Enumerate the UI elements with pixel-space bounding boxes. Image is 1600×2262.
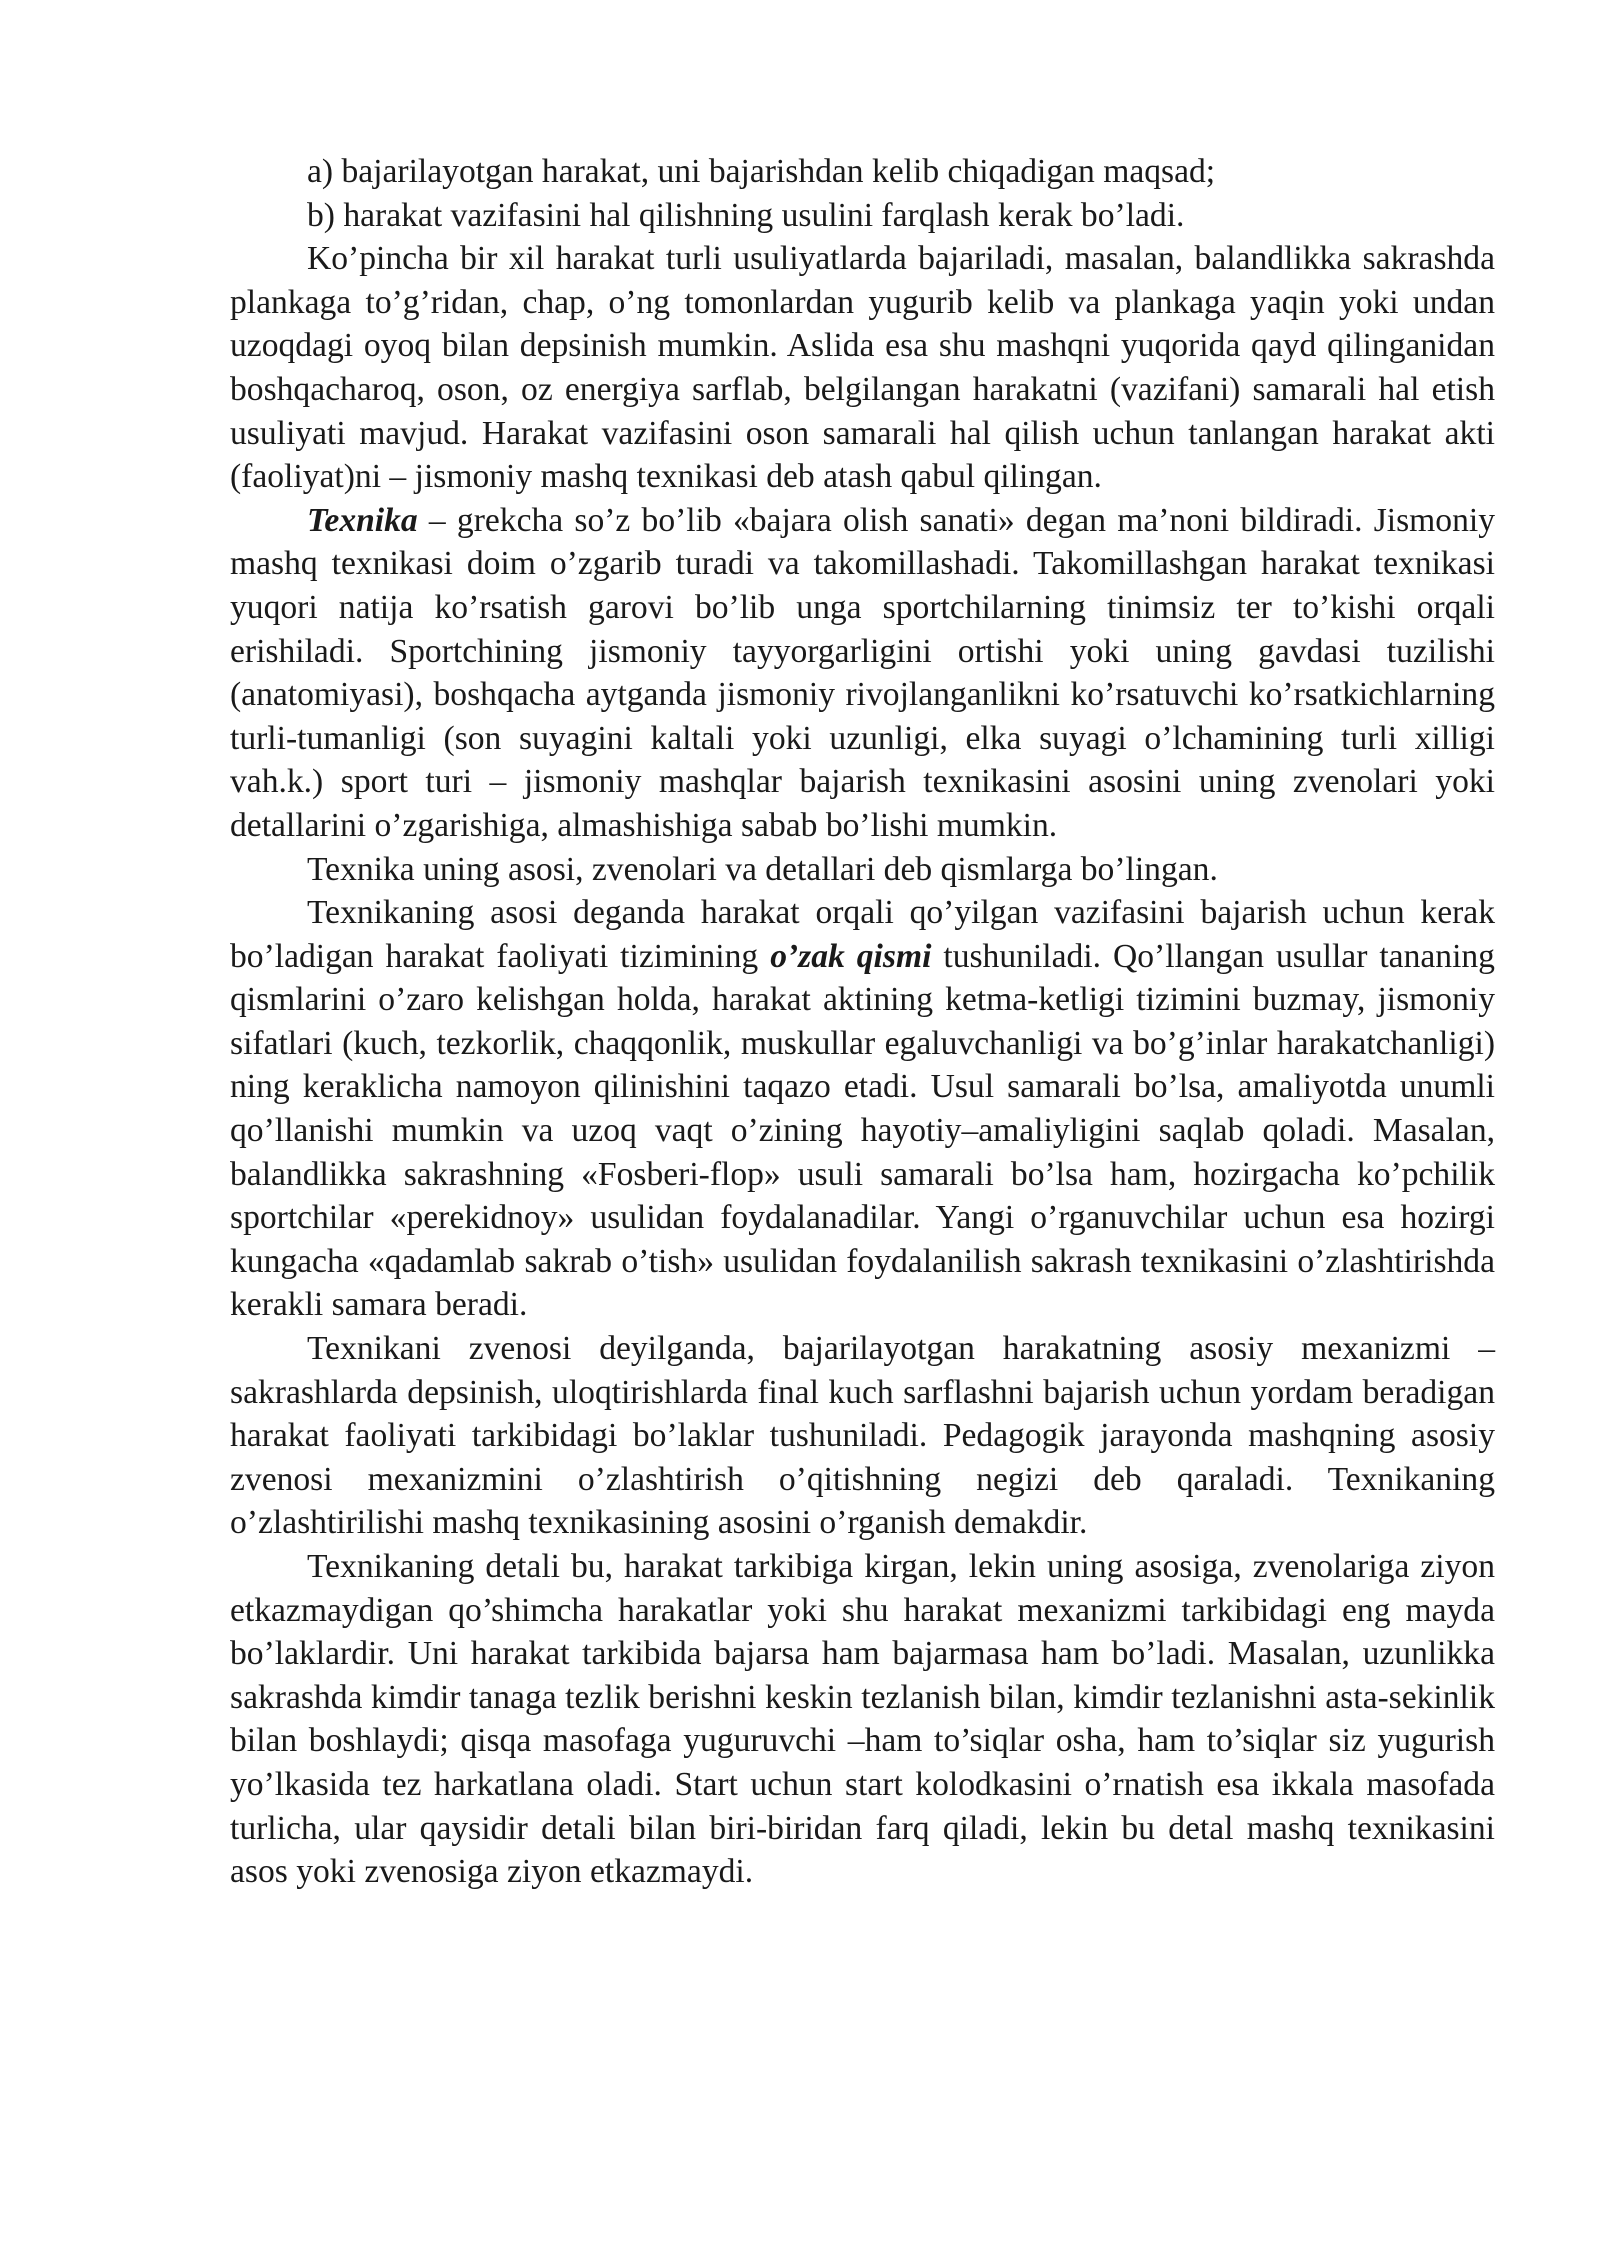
list-item-a: a) bajarilayotgan harakat, uni bajarishdan kelib chiqadigan maqsad; xyxy=(307,153,1216,190)
document-page xyxy=(230,150,1495,1894)
paragraph-text: – grekcha so’z bo’lib «bajara olish sanati» degan ma’noni bildiradi. Jismoniy mashq texnikasi doim o’zgarib turadi va takomillashadi. Takomillashgan harakat texnikasi yuqori natija ko’rsatish garovi bo’lib unga sportchilarning tinimsiz ter to’kishi orqali erishiladi. Sportchining jismoniy tayyorgarligini ortishi yoki uning gavdasi tuzilishi (anatomiyasi), boshqacha aytganda jismoniy rivojlanganlikni ko’rsatuvchi ko’rsatkichlarning turli-tumanligi (son suyagini kaltali yoki uzunligi, elka suyagi o’lchamining turli xilligi vah.k.) sport turi – jismoniy mashqlar bajarish texnikasini asosini uning zvenolari yoki detallarini o’zgarishiga, almashishiga sabab bo’lishi mumkin. xyxy=(230,501,1495,844)
paragraph-text: tushuniladi. Qo’llangan usullar tananing qismlarini o’zaro kelishgan holda, harakat aktining ketma-ketligi tizimini buzmay, jismoniy sifatlari (kuch, tezkorlik, chaqqonlik, muskullar egaluvchanligi va bo’g’inlar harakatchanligi) ning keraklicha namoyon qilinishini taqazo etadi. Usul samarali bo’lsa, amaliyotda unumli qo’llanishi mumkin va uzoq vaqt o’zining hayotiy–amaliyligini saqlab qoladi. Masalan, balandlikka sakrashning «Fosberi-flop» usuli samarali bo’lsa ham, hozirgacha ko’pchilik sportchilar «perekidnoy» usulidan foydalanadilar. Yangi o’rganuvchilar uchun esa hozirgi kungacha «qadamlab sakrab o’tish» usulidan foydalanilish sakrash texnikasini o’zlashtirishda kerakli samara beradi. xyxy=(230,937,1495,1324)
paragraph-technique-parts: Texnika uning asosi, zvenolari va detallari deb qismlarga bo’lingan. xyxy=(307,850,1218,888)
paragraph-technique-link: Texnikani zvenosi deyilganda, bajarilayotgan harakatning asosiy mexanizmi – sakrashlarda depsinish, uloqtirishlarda final kuch sarflashni bajarish uchun yordam beradigan harakat faoliyati tarkibidagi bo’laklar tushuniladi. Pedagogik jarayonda mashqning asosiy zvenosi mexanizmini o’zlashtirish o’qitishning negizi deb qaraladi. Texnikaning o’zlashtirilishi mashq texnikasining asosini o’rganish demakdir. xyxy=(230,1330,1495,1542)
list-item-b: b) harakat vazifasini hal qilishning usulini farqlash kerak bo’ladi. xyxy=(307,196,1185,234)
paragraph-technique-detail: Texnikaning detali bu, harakat tarkibiga kirgan, lekin uning asosiga, zvenolariga ziyon etkazmaydigan qo’shimcha harakatlar yoki shu harakat mexanizmi tarkibidagi eng mayda bo’laklardir. Uni harakat tarkibida bajarsa ham bajarmasa ham bo’ladi. Masalan, uzunlikka sakrashda kimdir tanaga tezlik berishni keskin tezlanish bilan, kimdir tezlanishni asta-sekinlik bilan boshlaydi; qisqa masofaga yuguruvchi –ham to’siqlar osha, ham to’siqlar siz yugurish yo’lkasida tez harkatlana oladi. Start uchun start kolodkasini o’rnatish esa ikkala masofada turlicha, ular qaysidir detali bilan biri-biridan farq qiladi, lekin bu detal mashq texnikasini asos yoki zvenosiga ziyon etkazmaydi. xyxy=(230,1548,1495,1891)
paragraph-technique-basis xyxy=(230,891,1495,1327)
term-ozak-qismi: o’zak qismi xyxy=(770,937,932,975)
paragraph-text: Texnikaning asosi deganda harakat orqali qo’yilgan vazifasini bajarish uchun kerak bo’ladigan harakat faoliyati tizimining xyxy=(230,894,1495,975)
term-texnika: Texnika xyxy=(307,501,418,539)
paragraph-technique-definition xyxy=(230,499,1495,848)
paragraph-technique-intro: Ko’pincha bir xil harakat turli usuliyatlarda bajariladi, masalan, balandlikka sakrashda plankaga to’g’ridan, chap, o’ng tomonlardan yugurib kelib va plankaga yaqin yoki undan uzoqdagi oyoq bilan depsinish mumkin. Aslida esa shu mashqni yuqorida qayd qilinganidan boshqacharoq, oson, oz energiya sarflab, belgilangan harakatni (vazifani) samarali hal etish usuliyati mavjud. Harakat vazifasini oson samarali hal qilish uchun tanlangan harakat akti (faoliyat)ni – jismoniy mashq texnikasi deb atash qabul qilingan. xyxy=(230,240,1495,496)
